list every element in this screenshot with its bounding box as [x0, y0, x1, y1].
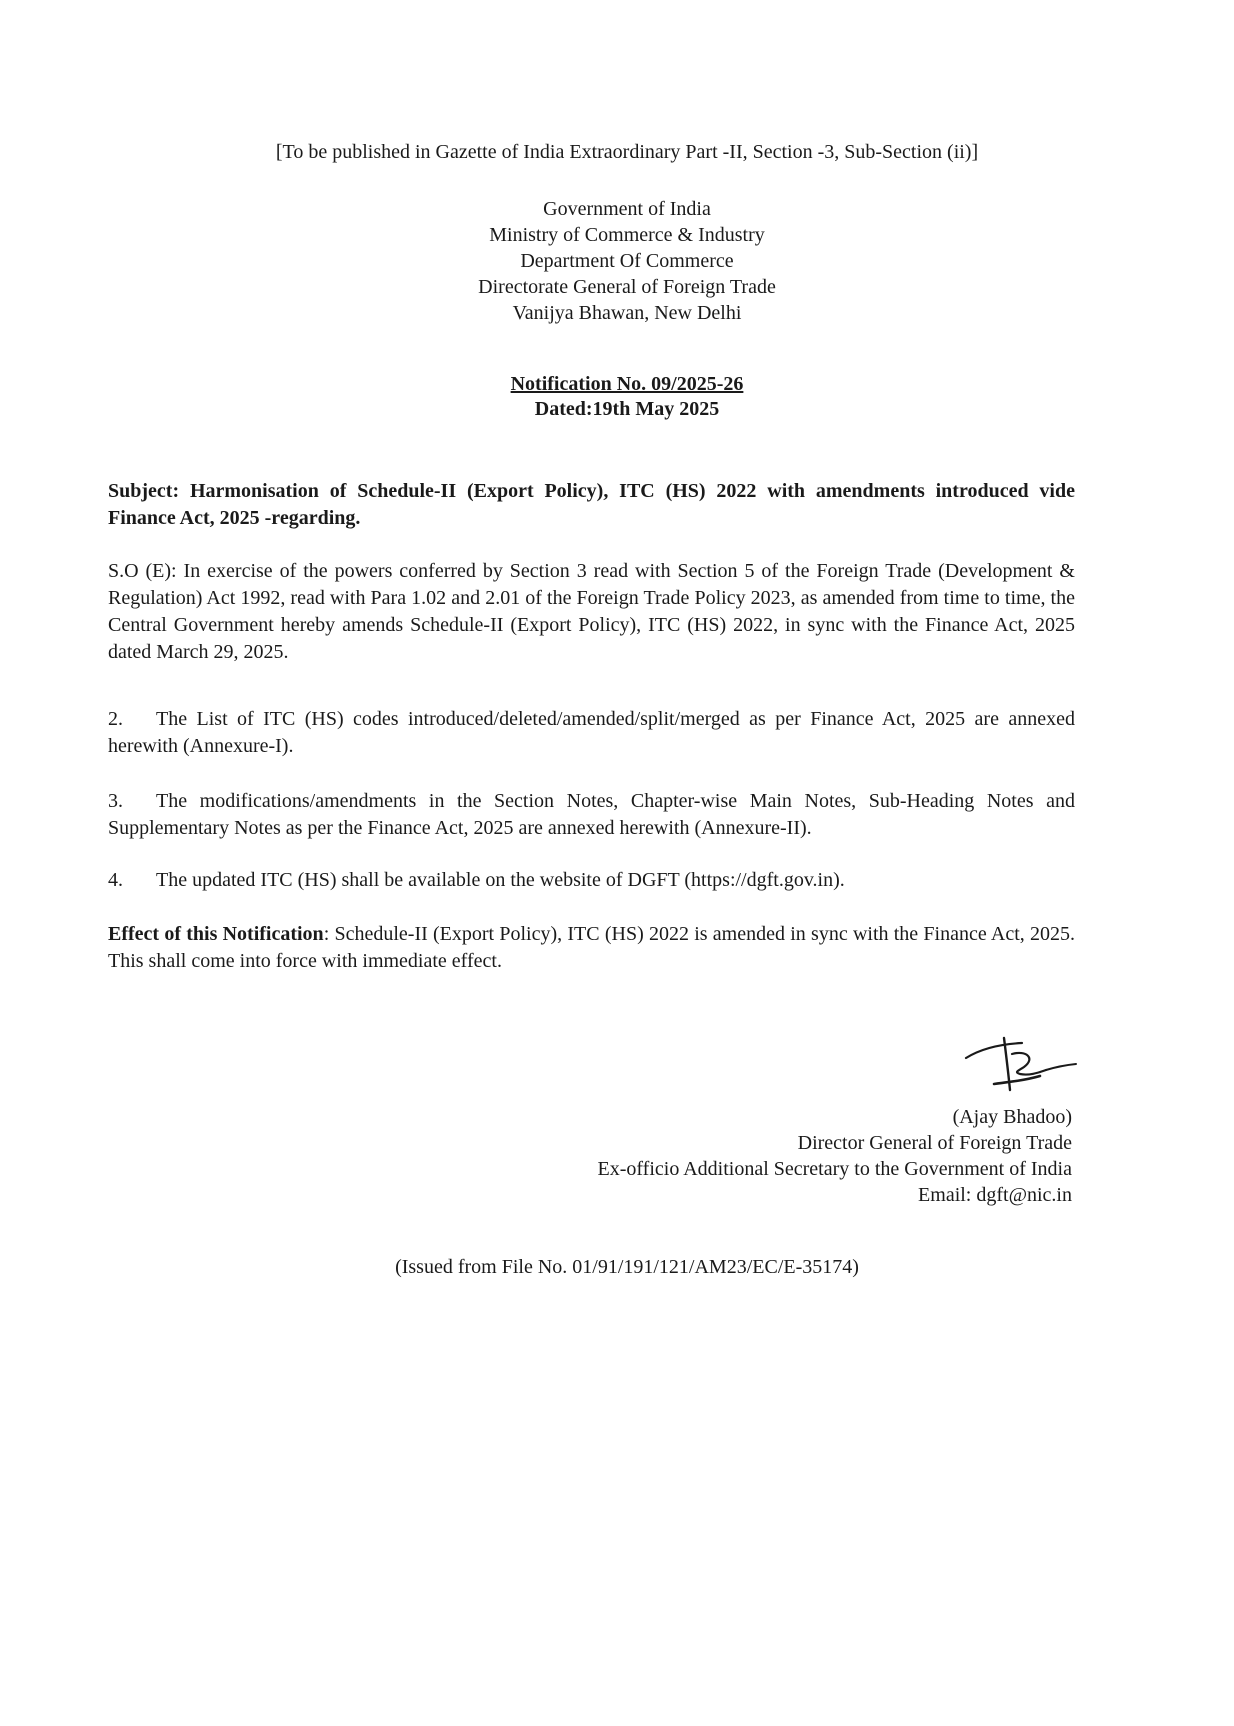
issuing-office-block	[0, 196, 1234, 326]
signatory-designation: Director General of Foreign Trade	[797, 1132, 1072, 1154]
notification-number: Notification No. 09/2025-26	[510, 373, 744, 395]
signatory-email: Email: dgft@nic.in	[918, 1184, 1072, 1206]
gazette-publication-line: [To be published in Gazette of India Extraordinary Part -II, Section -3, Sub-Section (ii)]	[275, 141, 979, 163]
office-line-address: Vanijya Bhawan, New Delhi	[512, 302, 742, 324]
notification-heading	[0, 372, 1234, 422]
paragraph-2-number: 2.	[108, 708, 123, 730]
office-line-department: Department Of Commerce	[520, 250, 734, 272]
paragraph-4	[108, 867, 1075, 894]
file-number-line: (Issued from File No. 01/91/191/121/AM23/EC/E-35174)	[395, 1256, 859, 1278]
signature-icon	[960, 1034, 1080, 1096]
paragraph-2	[108, 706, 1075, 760]
signatory-block	[598, 1104, 1073, 1208]
paragraph-3-number: 3.	[108, 790, 123, 812]
paragraph-so: S.O (E): In exercise of the powers conferred by Section 3 read with Section 5 of the Foreign Trade (Development & Regulation) Act 1992, read with Para 1.02 and 2.01 of the Foreign Trade Policy 2023, as amended from time to time, the Central Government hereby amends Schedule-II (Export Policy), ITC (HS) 2022, in sync with the Finance Act, 2025 dated March 29, 2025.	[108, 560, 1075, 663]
signatory-additional-designation: Ex-officio Additional Secretary to the Government of India	[597, 1158, 1072, 1180]
effect-label: Effect of this Notification	[108, 923, 324, 945]
notification-date: Dated:19th May 2025	[534, 398, 720, 420]
paragraph-3-text: The modifications/amendments in the Section Notes, Chapter-wise Main Notes, Sub-Heading Notes and Supplementary Notes as per the Finance Act, 2025 are annexed herewith (Annexure-II).	[108, 790, 1075, 839]
office-line-ministry: Ministry of Commerce & Industry	[489, 224, 765, 246]
office-line-government: Government of India	[543, 198, 711, 220]
paragraph-2-text: The List of ITC (HS) codes introduced/deleted/amended/split/merged as per Finance Act, 2025 are annexed herewith (Annexure-I).	[108, 708, 1075, 757]
subject-line: Subject: Harmonisation of Schedule-II (Export Policy), ITC (HS) 2022 with amendments introduced vide Finance Act, 2025 -regarding.	[108, 480, 1075, 529]
paragraph-4-number: 4.	[108, 869, 123, 891]
effect-paragraph	[108, 921, 1075, 975]
paragraph-3	[108, 788, 1075, 842]
paragraph-4-text: The updated ITC (HS) shall be available on the website of DGFT (https://dgft.gov.in).	[156, 869, 845, 891]
office-line-directorate: Directorate General of Foreign Trade	[478, 276, 776, 298]
signatory-name: (Ajay Bhadoo)	[952, 1106, 1072, 1128]
effect-text: : Schedule-II (Export Policy), ITC (HS) 2022 is amended in sync with the Finance Act, 2025. This shall come into force with immediate effect.	[108, 923, 1075, 972]
